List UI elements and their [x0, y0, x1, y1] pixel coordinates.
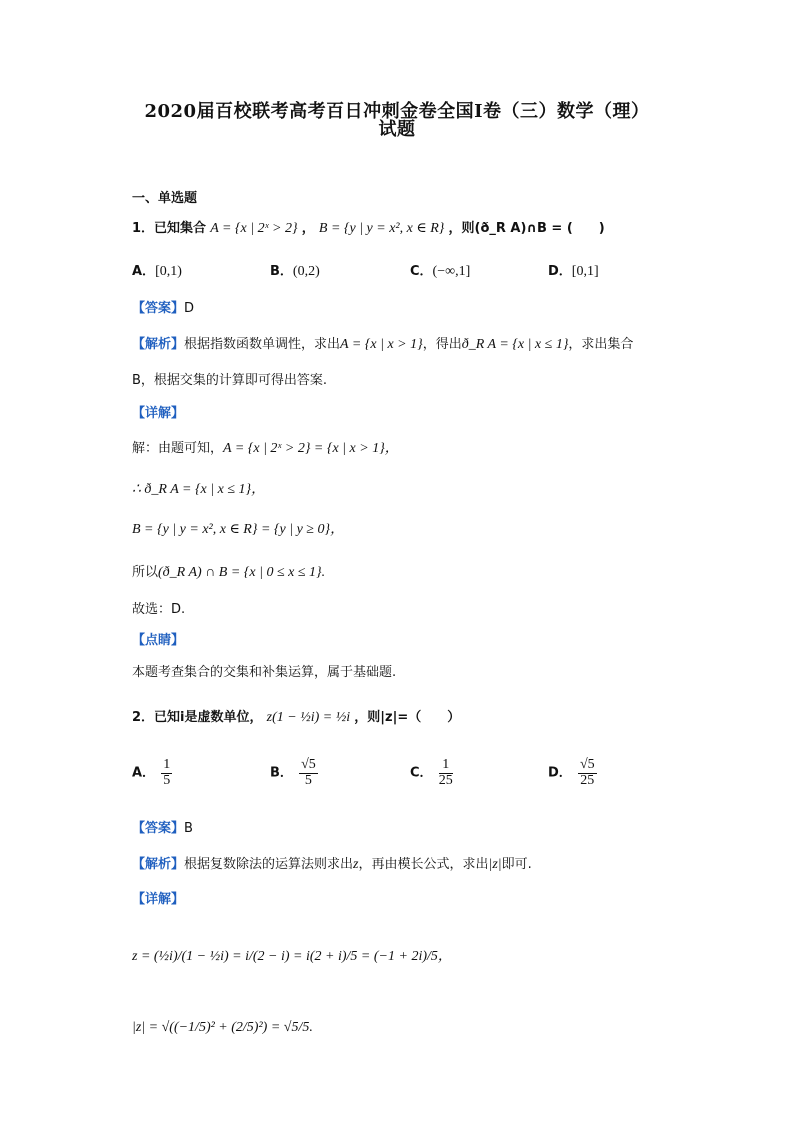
detail-tag: 【详解】 [132, 406, 185, 421]
analysis-text: 根据复数除法的运算法则求出 [184, 857, 354, 872]
detail-math: A = {x | 2ˣ > 2} = {x | x > 1}， [223, 441, 399, 456]
choice-label: D． [548, 765, 572, 781]
analysis-math: ð_R A = {x | x ≤ 1} [461, 337, 569, 352]
choice-label: D． [548, 264, 572, 279]
q1-choice-b [270, 260, 320, 280]
q1-detail-line2: ∴ ð_R A = {x | x ≤ 1}， [132, 482, 266, 497]
answer-value: D [184, 301, 195, 316]
detail-tag: 【详解】 [132, 892, 185, 907]
page-subtitle: 试题 [378, 119, 416, 140]
q1-set-a: A = {x | 2ˣ > 2} [210, 221, 298, 236]
comment-tag: 【点睛】 [132, 633, 185, 648]
q1-choice-c [410, 260, 470, 280]
frac-den: 5 [163, 772, 171, 788]
analysis-math: z [353, 857, 359, 872]
q2-choice-a [132, 758, 174, 788]
q2-stem [132, 706, 460, 726]
choice-value: (0,2) [292, 264, 320, 279]
q2-ask: ，则|z|=（ ） [354, 710, 461, 725]
answer-tag: 【答案】 [132, 821, 185, 836]
q2-stem-prefix: 2．已知i是虚数单位， [132, 710, 263, 725]
q1-detail-line4 [132, 561, 325, 581]
analysis-text: ，再由模长公式，求出 [358, 857, 489, 872]
answer-tag: 【答案】 [132, 301, 185, 316]
q2-detail-line2: |z| = √((−1/5)² + (2/5)²) = √5/5. [132, 1020, 313, 1035]
q2-equation: z(1 − ½i) = ½i [266, 710, 351, 725]
q1-conclusion: 故选：D. [132, 602, 186, 617]
frac-num: 1 [439, 758, 453, 774]
analysis-text: 根据指数函数单调性，求出 [184, 337, 341, 352]
analysis-text: ，得出 [422, 337, 462, 352]
q2-detail-line1: z = (½i)/(1 − ½i) = i/(2 − i) = i(2 + i)/5 = (−1 + 2i)/5， [132, 949, 452, 964]
page-title: 2020届百校联考高考百日冲刺金卷全国Ⅰ卷（三）数学（理） [144, 101, 650, 122]
answer-value: B [184, 821, 193, 836]
frac-den: 5 [304, 772, 312, 788]
frac-num: √5 [301, 757, 316, 772]
choice-value: [0,1) [155, 264, 182, 279]
q2-choice-d [548, 758, 599, 788]
q2-answer [132, 817, 193, 836]
q2-analysis [132, 853, 532, 873]
q1-stem [132, 217, 605, 237]
q2-choice-b [270, 758, 320, 788]
choice-label: B． [270, 765, 293, 781]
q1-ask: ，则(ð_R A)∩B = ( ) [448, 221, 605, 236]
choice-label: A． [132, 765, 156, 781]
detail-text: 所以 [132, 565, 159, 580]
analysis-tag: 【解析】 [132, 337, 185, 352]
q1-analysis-line2: B，根据交集的计算即可得出答案. [132, 373, 328, 388]
q1-detail-line1 [132, 437, 399, 457]
analysis-tag: 【解析】 [132, 857, 185, 872]
choice-label: C． [410, 765, 433, 781]
q1-choice-a [132, 260, 182, 280]
choice-label: C． [410, 264, 433, 279]
frac-den: 25 [580, 772, 595, 788]
q1-detail-tag [132, 402, 184, 421]
analysis-text: 即可. [501, 857, 532, 872]
q1-comment: 本题考查集合的交集和补集运算，属于基础题. [132, 665, 397, 680]
choice-label: A． [132, 264, 156, 279]
detail-math: (ð_R A) ∩ B = {x | 0 ≤ x ≤ 1}. [158, 565, 326, 580]
choice-value: (−∞,1] [432, 264, 471, 279]
q1-set-b: B = {y | y = x², x ∈ R} [318, 221, 445, 236]
q2-detail-tag [132, 888, 184, 907]
frac-den: 25 [438, 772, 453, 788]
analysis-text: ，求出集合 [568, 337, 634, 352]
q1-stem-prefix: 1．已知集合 [132, 221, 207, 236]
q1-sep: ， [301, 221, 315, 236]
section-heading: 一、单选题 [132, 191, 198, 206]
analysis-math: A = {x | x > 1} [340, 337, 423, 352]
frac-num: √5 [579, 757, 595, 772]
choice-label: B． [270, 264, 293, 279]
q1-analysis [132, 333, 633, 353]
choice-value: [0,1] [571, 264, 599, 279]
q1-answer [132, 297, 194, 316]
analysis-math: |z| [488, 857, 502, 872]
detail-text: 解：由题可知， [132, 441, 224, 456]
q1-choice-d [548, 260, 599, 280]
q1-comment-tag [132, 629, 184, 648]
q2-choice-c [410, 758, 455, 788]
frac-num: 1 [163, 757, 171, 772]
q1-detail-line3: B = {y | y = x², x ∈ R} = {y | y ≥ 0}， [132, 522, 345, 537]
